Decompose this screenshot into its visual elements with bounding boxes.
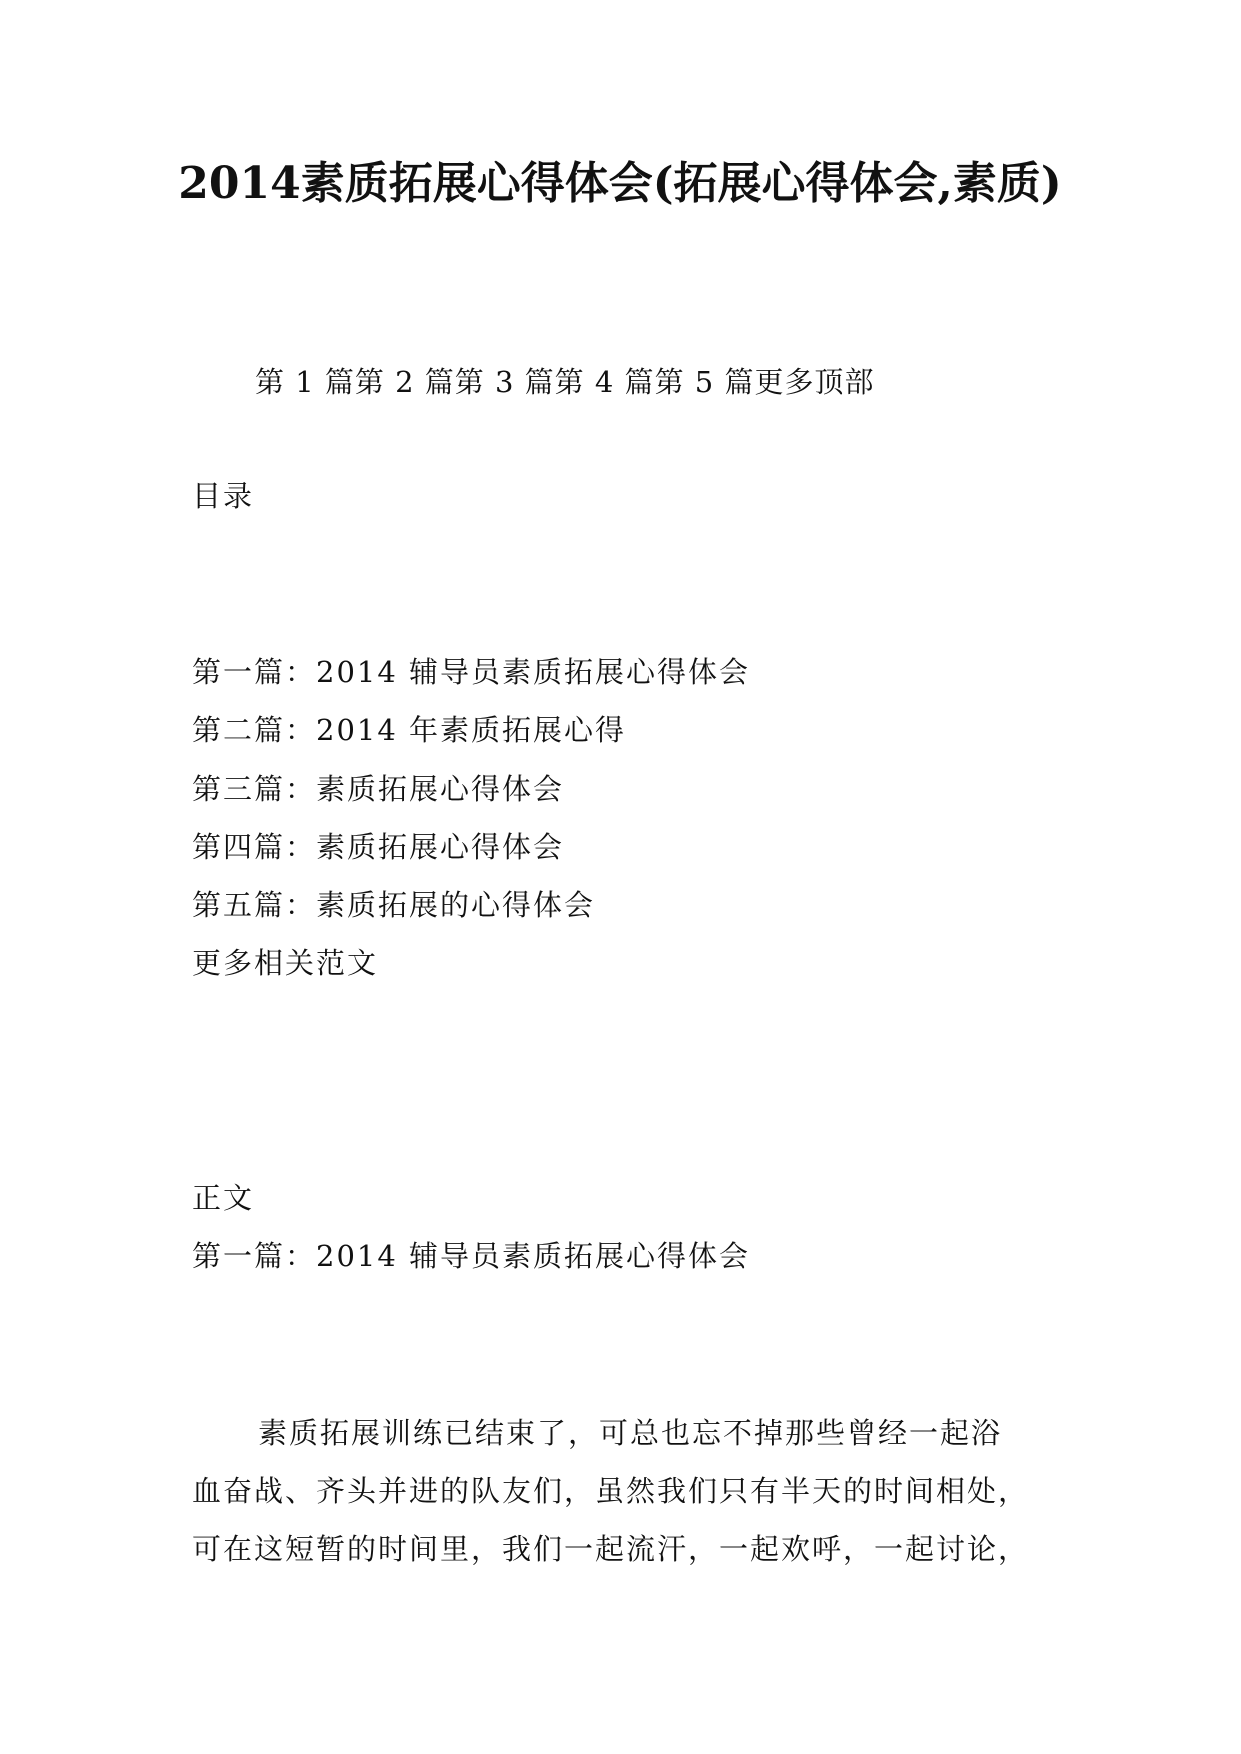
body-section-label: 正文 <box>192 1181 255 1215</box>
toc-label: 目录 <box>192 479 255 513</box>
document-title: 2014素质拓展心得体会(拓展心得体会,素质) <box>178 158 1062 209</box>
article-heading: 第一篇：2014 辅导员素质拓展心得体会 <box>192 1239 751 1273</box>
nav-link-part-3[interactable]: 第 3 篇 <box>454 365 555 399</box>
toc-more-link[interactable]: 更多相关范文 <box>192 946 379 980</box>
nav-link-part-5[interactable]: 第 5 篇 <box>654 365 755 399</box>
section-nav <box>255 362 874 402</box>
paragraph-line: 素质拓展训练已结束了，可总也忘不掉那些曾经一起浴 <box>258 1416 1003 1450</box>
toc-entry-4[interactable]: 第四篇：素质拓展心得体会 <box>192 830 565 864</box>
toc-entry-5[interactable]: 第五篇：素质拓展的心得体会 <box>192 888 596 922</box>
paragraph-line: 可在这短暂的时间里，我们一起流汗，一起欢呼，一起讨论， <box>192 1532 1030 1566</box>
toc-entry-2[interactable]: 第二篇：2014 年素质拓展心得 <box>192 713 627 747</box>
nav-link-more[interactable]: 更多 <box>754 365 815 399</box>
nav-link-top[interactable]: 顶部 <box>814 365 875 399</box>
nav-link-part-2[interactable]: 第 2 篇 <box>354 365 455 399</box>
nav-link-part-4[interactable]: 第 4 篇 <box>554 365 655 399</box>
toc-entry-1[interactable]: 第一篇：2014 辅导员素质拓展心得体会 <box>192 655 751 689</box>
toc-entry-3[interactable]: 第三篇：素质拓展心得体会 <box>192 772 565 806</box>
nav-link-part-1[interactable]: 第 1 篇 <box>255 365 355 399</box>
paragraph-line: 血奋战、齐头并进的队友们，虽然我们只有半天的时间相处， <box>192 1474 1030 1508</box>
article-paragraph <box>192 1404 1052 1578</box>
